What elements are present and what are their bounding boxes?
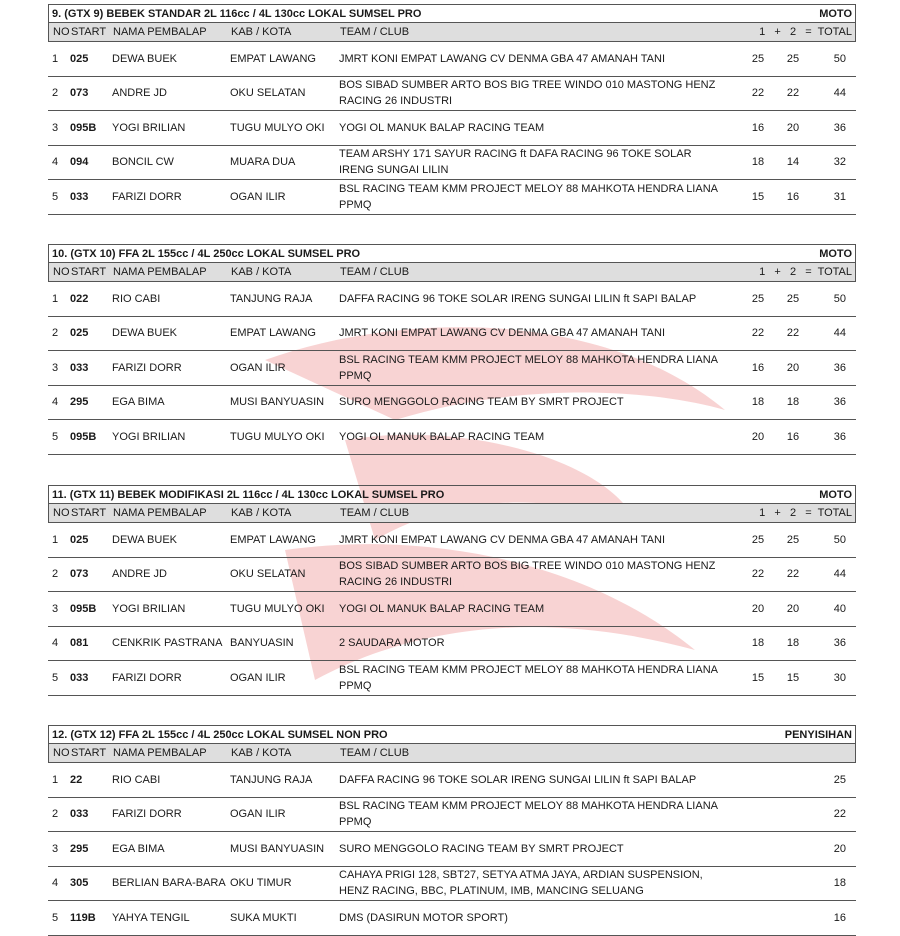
col-team: TEAM / CLUB	[340, 747, 410, 759]
row-start-number: 025	[70, 52, 89, 65]
row-moto1: 16	[751, 121, 765, 134]
section-title: 10. (GTX 10) FFA 2L 155cc / 4L 250cc LOKAL SUMSEL PRO	[52, 247, 361, 260]
row-no: 2	[52, 87, 59, 100]
row-start-number: 305	[70, 877, 89, 890]
row-total: 31	[833, 190, 846, 203]
row-start-number: 095B	[70, 602, 97, 615]
section-tag: MOTO	[819, 7, 852, 20]
row-moto1: 22	[751, 568, 765, 581]
table-row	[48, 763, 856, 798]
row-total: 44	[833, 327, 846, 340]
row-no: 1	[52, 533, 59, 546]
table-row	[48, 386, 856, 421]
row-team-club: BOS SIBAD SUMBER ARTO BOS BIG TREE WINDO 010 MASTONG HENZ RACING 26 INDUSTRI	[339, 79, 716, 108]
row-team-club: SURO MENGGOLO RACING TEAM BY SMRT PROJECT	[339, 396, 624, 409]
row-rider-name: EGA BIMA	[112, 396, 165, 409]
row-team-club: YOGI OL MANUK BALAP RACING TEAM	[339, 121, 545, 134]
table-row	[48, 661, 856, 696]
row-no: 5	[52, 671, 59, 684]
row-moto2: 20	[786, 121, 800, 134]
row-moto2: 15	[786, 671, 800, 684]
row-team-club: CAHAYA PRIGI 128, SBT27, SETYA ATMA JAYA, ARDIAN SUSPENSION, HENZ RACING, BBC, PLATINUM, IMB, MANCING SELUANG	[339, 869, 703, 898]
row-rider-name: FARIZI DORR	[112, 190, 182, 203]
row-rider-name: ANDRE JD	[112, 568, 168, 581]
row-no: 1	[52, 292, 59, 305]
row-no: 3	[52, 842, 59, 855]
row-moto2: 25	[786, 52, 800, 65]
row-rider-name: CENKRIK PASTRANA	[112, 637, 223, 650]
col-start: START	[71, 507, 107, 519]
table-row	[48, 627, 856, 662]
row-start-number: 073	[70, 87, 89, 100]
table-row	[48, 832, 856, 867]
row-moto2: 25	[786, 292, 800, 305]
column-header-row	[48, 504, 856, 523]
row-moto2: 20	[786, 602, 800, 615]
row-moto2: 22	[786, 327, 800, 340]
section-title-row	[48, 725, 856, 744]
row-moto1: 20	[751, 602, 765, 615]
row-moto2: 18	[786, 637, 800, 650]
row-total: 36	[833, 121, 846, 134]
col-start: START	[71, 266, 107, 278]
row-rider-name: FARIZI DORR	[112, 671, 182, 684]
col-name: NAMA PEMBALAP	[113, 507, 207, 519]
row-kab-kota: OGAN ILIR	[230, 808, 286, 821]
row-team-club: DAFFA RACING 96 TOKE SOLAR IRENG SUNGAI LILIN ft SAPI BALAP	[339, 292, 697, 305]
row-team-club: YOGI OL MANUK BALAP RACING TEAM	[339, 430, 545, 443]
col-no: NO	[53, 26, 70, 38]
row-moto2: 25	[786, 533, 800, 546]
row-no: 1	[52, 52, 59, 65]
result-section	[48, 4, 856, 215]
row-team-club: BSL RACING TEAM KMM PROJECT MELOY 88 MAHKOTA HENDRA LIANA PPMQ	[339, 663, 718, 692]
column-header-row	[48, 263, 856, 282]
row-total: 44	[833, 568, 846, 581]
row-start-number: 033	[70, 361, 89, 374]
row-no: 4	[52, 877, 59, 890]
row-kab-kota: OKU SELATAN	[230, 568, 306, 581]
row-team-club: 2 SAUDARA MOTOR	[339, 637, 445, 650]
row-start-number: 033	[70, 808, 89, 821]
column-header-row	[48, 23, 856, 42]
row-kab-kota: MUSI BANYUASIN	[230, 842, 325, 855]
row-total: 18	[833, 877, 846, 890]
row-rider-name: RIO CABI	[112, 292, 161, 305]
section-tag: MOTO	[819, 247, 852, 260]
row-start-number: 025	[70, 533, 89, 546]
row-kab-kota: EMPAT LAWANG	[230, 52, 316, 65]
row-start-number: 119B	[70, 911, 96, 924]
row-rider-name: BONCIL CW	[112, 156, 174, 169]
row-kab-kota: TANJUNG RAJA	[230, 773, 313, 786]
row-moto1: 25	[751, 292, 765, 305]
row-moto2: 22	[786, 87, 800, 100]
col-team: TEAM / CLUB	[340, 26, 410, 38]
row-start-number: 033	[70, 190, 89, 203]
row-no: 1	[52, 773, 59, 786]
table-row	[48, 42, 856, 77]
row-kab-kota: OKU TIMUR	[230, 877, 292, 890]
row-rider-name: YAHYA TENGIL	[112, 911, 190, 924]
row-no: 5	[52, 911, 59, 924]
row-no: 5	[52, 430, 59, 443]
row-start-number: 22	[70, 773, 83, 786]
row-total: 44	[833, 87, 846, 100]
row-total: 32	[833, 156, 846, 169]
row-total: 36	[833, 430, 846, 443]
row-rider-name: EGA BIMA	[112, 842, 165, 855]
row-no: 4	[52, 396, 59, 409]
col-no: NO	[53, 266, 70, 278]
row-kab-kota: OGAN ILIR	[230, 190, 286, 203]
row-kab-kota: EMPAT LAWANG	[230, 533, 316, 546]
row-total: 30	[833, 671, 846, 684]
row-total: 36	[833, 396, 846, 409]
row-kab-kota: OGAN ILIR	[230, 361, 286, 374]
col-kab: KAB / KOTA	[231, 507, 292, 519]
row-total: 22	[833, 808, 846, 821]
col-kab: KAB / KOTA	[231, 747, 292, 759]
row-rider-name: BERLIAN BARA-BARA	[112, 877, 226, 890]
row-moto1: 22	[751, 327, 765, 340]
row-rider-name: DEWA BUEK	[112, 533, 177, 546]
section-title-row	[48, 244, 856, 263]
row-moto2: 16	[786, 190, 800, 203]
row-start-number: 094	[70, 156, 89, 169]
row-total: 40	[833, 602, 846, 615]
row-start-number: 295	[70, 396, 89, 409]
row-start-number: 033	[70, 671, 89, 684]
table-row	[48, 867, 856, 902]
row-moto1: 15	[751, 671, 765, 684]
row-team-club: SURO MENGGOLO RACING TEAM BY SMRT PROJECT	[339, 842, 624, 855]
col-name: NAMA PEMBALAP	[113, 26, 207, 38]
row-moto1: 25	[751, 52, 765, 65]
table-row	[48, 592, 856, 627]
row-moto1: 16	[751, 361, 765, 374]
table-row	[48, 77, 856, 112]
table-row	[48, 351, 856, 386]
table-row	[48, 146, 856, 181]
row-kab-kota: TUGU MULYO OKI	[230, 430, 325, 443]
col-start: START	[71, 26, 107, 38]
row-kab-kota: SUKA MUKTI	[230, 911, 297, 924]
row-moto2: 14	[786, 156, 800, 169]
result-section	[48, 244, 856, 455]
row-start-number: 095B	[70, 121, 97, 134]
table-row	[48, 420, 856, 455]
row-kab-kota: BANYUASIN	[230, 637, 294, 650]
row-moto2: 18	[786, 396, 800, 409]
column-header-row	[48, 744, 856, 763]
row-team-club: BOS SIBAD SUMBER ARTO BOS BIG TREE WINDO 010 MASTONG HENZ RACING 26 INDUSTRI	[339, 560, 716, 589]
result-section	[48, 485, 856, 696]
section-title: 9. (GTX 9) BEBEK STANDAR 2L 116cc / 4L 130cc LOKAL SUMSEL PRO	[52, 7, 422, 20]
row-moto1: 20	[751, 430, 765, 443]
row-moto1: 18	[751, 156, 765, 169]
table-row	[48, 111, 856, 146]
section-tag: MOTO	[819, 488, 852, 501]
row-kab-kota: OKU SELATAN	[230, 87, 306, 100]
col-kab: KAB / KOTA	[231, 266, 292, 278]
row-no: 2	[52, 808, 59, 821]
row-moto1: 18	[751, 637, 765, 650]
col-no: NO	[53, 507, 70, 519]
row-total: 36	[833, 637, 846, 650]
row-total: 36	[833, 361, 846, 374]
row-rider-name: YOGI BRILIAN	[112, 121, 186, 134]
section-title-row	[48, 4, 856, 23]
table-row	[48, 558, 856, 593]
row-team-club: YOGI OL MANUK BALAP RACING TEAM	[339, 602, 545, 615]
section-title-row	[48, 485, 856, 504]
table-row	[48, 180, 856, 215]
col-name: NAMA PEMBALAP	[113, 266, 207, 278]
row-team-club: TEAM ARSHY 171 SAYUR RACING ft DAFA RACING 96 TOKE SOLAR IRENG SUNGAI LILIN	[339, 148, 692, 177]
row-no: 2	[52, 327, 59, 340]
row-team-club: JMRT KONI EMPAT LAWANG CV DENMA GBA 47 AMANAH TANI	[339, 52, 665, 65]
row-no: 4	[52, 637, 59, 650]
row-no: 3	[52, 602, 59, 615]
section-title: 12. (GTX 12) FFA 2L 155cc / 4L 250cc LOKAL SUMSEL NON PRO	[52, 728, 388, 741]
row-kab-kota: MUSI BANYUASIN	[230, 396, 325, 409]
table-row	[48, 523, 856, 558]
row-no: 2	[52, 568, 59, 581]
row-total: 50	[833, 292, 846, 305]
row-kab-kota: EMPAT LAWANG	[230, 327, 316, 340]
row-moto1: 22	[751, 87, 765, 100]
row-moto1: 15	[751, 190, 765, 203]
row-moto1: 18	[751, 396, 765, 409]
col-sum: 1 + 2 = TOTAL	[759, 26, 852, 38]
row-rider-name: FARIZI DORR	[112, 808, 182, 821]
row-kab-kota: TUGU MULYO OKI	[230, 602, 325, 615]
row-kab-kota: TUGU MULYO OKI	[230, 121, 325, 134]
row-no: 4	[52, 156, 59, 169]
row-team-club: JMRT KONI EMPAT LAWANG CV DENMA GBA 47 AMANAH TANI	[339, 327, 665, 340]
col-name: NAMA PEMBALAP	[113, 747, 207, 759]
row-rider-name: FARIZI DORR	[112, 361, 182, 374]
col-kab: KAB / KOTA	[231, 26, 292, 38]
col-no: NO	[53, 747, 70, 759]
table-row	[48, 798, 856, 833]
section-title: 11. (GTX 11) BEBEK MODIFIKASI 2L 116cc / 4L 130cc LOKAL SUMSEL PRO	[52, 488, 445, 501]
table-row	[48, 282, 856, 317]
row-rider-name: DEWA BUEK	[112, 327, 177, 340]
row-start-number: 081	[70, 637, 89, 650]
row-start-number: 025	[70, 327, 89, 340]
row-kab-kota: TANJUNG RAJA	[230, 292, 313, 305]
row-total: 16	[833, 911, 846, 924]
result-section	[48, 725, 856, 936]
row-total: 50	[833, 533, 846, 546]
row-team-club: BSL RACING TEAM KMM PROJECT MELOY 88 MAHKOTA HENDRA LIANA PPMQ	[339, 800, 718, 829]
row-rider-name: DEWA BUEK	[112, 52, 177, 65]
row-total: 50	[833, 52, 846, 65]
row-team-club: BSL RACING TEAM KMM PROJECT MELOY 88 MAHKOTA HENDRA LIANA PPMQ	[339, 353, 718, 382]
row-moto1: 25	[751, 533, 765, 546]
row-moto2: 20	[786, 361, 800, 374]
row-start-number: 022	[70, 292, 89, 305]
row-rider-name: YOGI BRILIAN	[112, 602, 186, 615]
row-team-club: JMRT KONI EMPAT LAWANG CV DENMA GBA 47 AMANAH TANI	[339, 533, 665, 546]
row-rider-name: RIO CABI	[112, 773, 161, 786]
row-start-number: 095B	[70, 430, 97, 443]
row-rider-name: YOGI BRILIAN	[112, 430, 186, 443]
row-no: 5	[52, 190, 59, 203]
col-team: TEAM / CLUB	[340, 266, 410, 278]
row-start-number: 295	[70, 842, 89, 855]
row-no: 3	[52, 361, 59, 374]
col-team: TEAM / CLUB	[340, 507, 410, 519]
row-rider-name: ANDRE JD	[112, 87, 168, 100]
table-row	[48, 901, 856, 936]
row-no: 3	[52, 121, 59, 134]
table-row	[48, 317, 856, 352]
row-total: 20	[833, 842, 846, 855]
col-sum: 1 + 2 = TOTAL	[759, 507, 852, 519]
row-moto2: 22	[786, 568, 800, 581]
col-start: START	[71, 747, 107, 759]
row-total: 25	[833, 773, 846, 786]
row-team-club: BSL RACING TEAM KMM PROJECT MELOY 88 MAHKOTA HENDRA LIANA PPMQ	[339, 182, 718, 211]
col-sum: 1 + 2 = TOTAL	[759, 266, 852, 278]
row-team-club: DAFFA RACING 96 TOKE SOLAR IRENG SUNGAI LILIN ft SAPI BALAP	[339, 773, 697, 786]
row-team-club: DMS (DASIRUN MOTOR SPORT)	[339, 911, 508, 924]
row-start-number: 073	[70, 568, 89, 581]
row-kab-kota: OGAN ILIR	[230, 671, 286, 684]
section-tag: PENYISIHAN	[784, 728, 852, 741]
row-kab-kota: MUARA DUA	[230, 156, 296, 169]
row-moto2: 16	[786, 430, 800, 443]
